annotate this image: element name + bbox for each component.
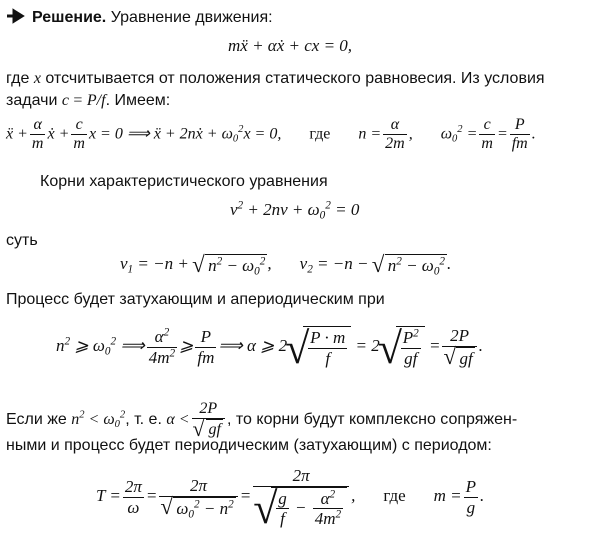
- periodic-text: ными и процесс будет периодическим (затухающим) с периодом:: [6, 437, 492, 454]
- equation-motion: mẍ + αẋ + cx = 0,: [228, 36, 353, 55]
- aperiodic-condition: $n^2$ ⩾ $\omega_0^2$ ⟹ $\frac{\alpha^2}{4m^2}$ ⩾ $\frac{P}{fm}$ ⟹ α ⩾ 2 √ $\frac{P \cdot m}{f}$ = 2 √ $\frac{P^2}{gf}$ = 2P √ gf .: [56, 326, 483, 368]
- sut-text: суть: [6, 232, 38, 249]
- characteristic-equation: $\nu^2 + 2n\nu + \omega_0^2 = 0$: [230, 199, 360, 222]
- equation-normalized: ẍ + $\frac{\alpha}{m}$ ẋ + $\frac{c}{m}$ x = 0 ⟹ ẍ + 2nẋ + $\omega_0^2x = 0$, где n = $\frac{\alpha}{2m}$ , $\omega_0^2$ = $\frac{c}{m}$ = $\frac{P}{fm}$ .: [6, 116, 536, 153]
- roots-equation: $\nu_1 = -n$ + √ $n^2 - \omega_0^2$ , $\nu_2 = -n$ − √ $n^2 - \omega_0^2$ .: [120, 254, 451, 276]
- solution-title: Решение.: [32, 9, 107, 26]
- roots-intro: Корни характеристического уравнения: [40, 173, 328, 190]
- solution-header: [6, 8, 273, 27]
- period-equation: T = $\frac{2\pi}{\omega}$ = 2π √ $\omega_0^2 - n^2$ = 2π √ $\frac{g}{f}$ − $\frac{\alpha^2}{4m^2}$ , где m = $\frac{P}{g}$ .: [96, 466, 484, 529]
- arrow-icon: [6, 8, 26, 24]
- paragraph-2: задачи c = P/f. Имеем:: [6, 92, 171, 109]
- intro-text: Уравнение движения:: [110, 9, 273, 26]
- process-text: Процесс будет затухающим и апериодическим при: [6, 291, 385, 308]
- complex-condition: Если же $n^2 < \omega_0^2$, т. е. α < 2P √ gf , то корни будут комплексно сопряжен-: [6, 400, 517, 440]
- paragraph-1: где x отсчитывается от положения статического равновесия. Из условия: [6, 70, 545, 87]
